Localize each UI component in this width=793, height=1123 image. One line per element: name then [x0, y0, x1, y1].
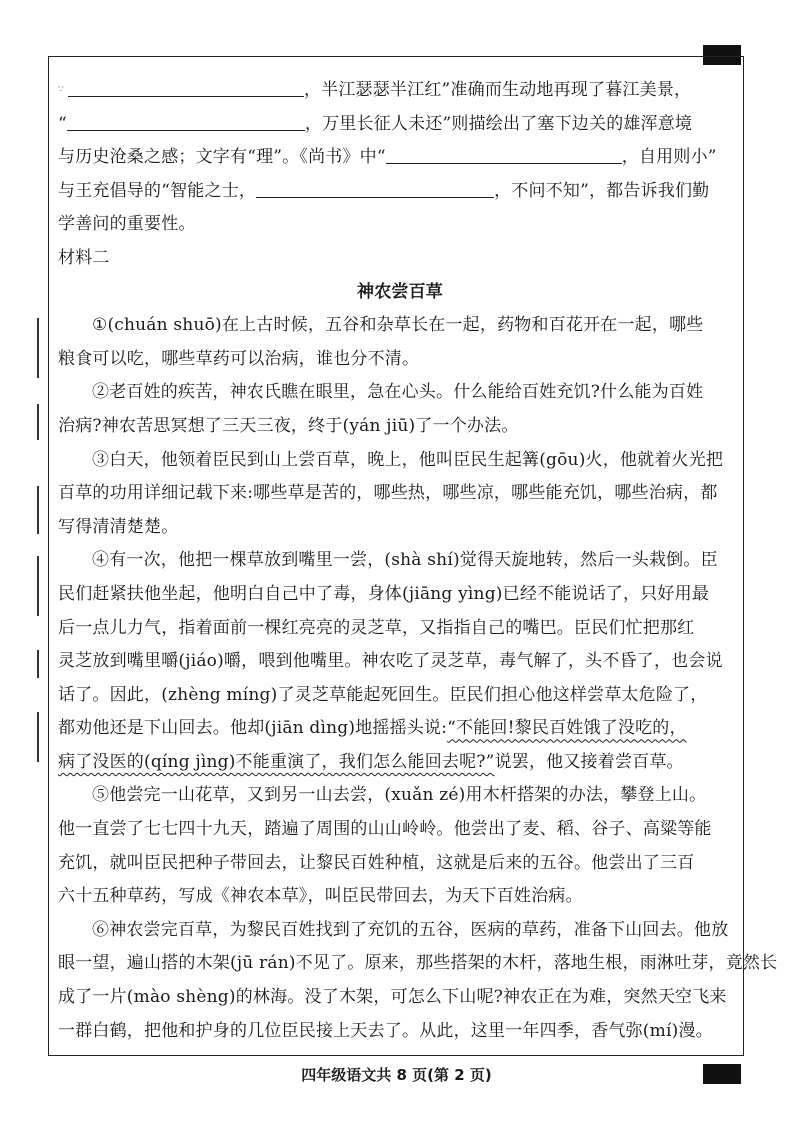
quote-mark: “ — [58, 113, 67, 134]
passage-line: 一群白鹤，把他和护身的几位臣民接上天去了。从此，这里一年四季，香气弥(mí)漫。 — [58, 1020, 713, 1041]
section-label: 材料二 — [58, 247, 110, 268]
fill-blank-line-4 — [58, 175, 742, 209]
passage-line: 眼一望，遍山搭的木架(jū rán)不见了。原来，那些搭架的木杆，落地生根，雨淋吐芽，竟然长 — [58, 953, 778, 974]
passage-line: ⑥神农尝完百草，为黎民百姓找到了充饥的五谷，医病的草药，准备下山回去。他放 — [92, 919, 729, 940]
answer-blank[interactable] — [67, 112, 305, 131]
passage-line: ⑤他尝完一山花草，又到另一山去尝，(xuǎn zé)用木杆搭架的办法，攀登上山。 — [92, 785, 707, 806]
corner-marker-bottom — [703, 1064, 741, 1084]
margin-mark — [37, 556, 39, 616]
margin-mark — [37, 486, 39, 534]
answer-blank[interactable] — [68, 78, 304, 97]
passage-line: ②老百姓的疾苦，神农氏瞧在眼里，急在心头。什么能给百姓充饥?什么能为百姓 — [92, 382, 704, 403]
margin-mark — [37, 650, 39, 678]
line-text: ，半江瑟瑟半江红”准确而生动地再现了暮江美景， — [303, 80, 692, 100]
line-text: ，万里长征人未还”则描绘出了塞下边关的雄浑意境 — [304, 113, 693, 134]
answer-blank[interactable] — [386, 145, 622, 164]
passage-line — [58, 746, 742, 780]
passage-line: 粮食可以吃，哪些草药可以治病，谁也分不清。 — [58, 348, 420, 369]
line-text: ，自用则小” — [621, 147, 717, 168]
line-text: 说罢，他又接着尝百草。 — [494, 751, 684, 772]
margin-mark — [37, 712, 39, 762]
passage-line: 成了一片(mào shèng)的林海。没了木架，可怎么下山呢?神农正在为难，突然天空飞来 — [58, 987, 727, 1008]
line-text: ，不问不知”，都告诉我们勤 — [494, 180, 710, 201]
passage-line: ①(chuán shuō)在上古时候，五谷和杂草长在一起，药物和百花开在一起，哪些 — [92, 315, 704, 336]
line-text: 与历史沧桑之感；文字有“理”。《尚书》中“ — [58, 147, 386, 168]
passage-line: 写得清清楚楚。 — [58, 516, 179, 537]
material1-closing: 学善问的重要性。 — [58, 214, 196, 235]
passage-line: 治病?神农苦思冥想了三天三夜，终于(yán jiū)了一个办法。 — [58, 415, 519, 436]
page-content — [58, 74, 778, 1048]
line-text: 与王充倡导的“智能之士， — [58, 180, 257, 201]
passage-line: 六十五种草药，写成《神农本草》，叫臣民带回去，为天下百姓治病。 — [58, 886, 583, 907]
margin-mark — [37, 404, 39, 440]
tick-mark: ∵ — [58, 85, 64, 95]
fill-blank-line-2 — [58, 108, 742, 142]
wavy-underlined-quote: 病了没医的(qíng jìng)不能重演了，我们怎么能回去呢?” — [58, 751, 495, 772]
passage-title: 神农尝百草 — [357, 281, 443, 302]
passage-line: 话了。因此，(zhèng míng)了灵芝草能起死回生。臣民们担心他这样尝草太危险了， — [58, 684, 708, 705]
passage-line: 民们赶紧扶他坐起，他明白自己中了毒，身体(jiāng yìng)已经不能说话了，只好用最 — [58, 583, 710, 604]
page-footer: 四年级语文共 8 页(第 2 页) — [301, 1066, 492, 1084]
passage-line: ④有一次，他把一棵草放到嘴里一尝，(shà shí)觉得天旋地转，然后一头栽倒。臣 — [92, 550, 718, 571]
passage-line: 充饥，就叫臣民把种子带回去，让黎民百姓种植，这就是后来的五谷。他尝出了三百 — [58, 852, 695, 873]
passage-line — [58, 712, 742, 746]
fill-blank-line-1 — [58, 74, 742, 108]
margin-mark — [37, 318, 39, 378]
passage-line: 百草的功用详细记载下来:哪些草是苦的，哪些热，哪些凉，哪些能充饥，哪些治病，都 — [58, 483, 718, 504]
answer-blank[interactable] — [256, 179, 494, 198]
line-text: 都劝他还是下山回去。他却(jiān dìng)地摇摇头说: — [58, 718, 448, 739]
passage-line: 后一点儿力气，指着面前一棵红亮亮的灵芝草，又指指自己的嘴巴。臣民们忙把那红 — [58, 617, 695, 638]
passage-line: 灵芝放到嘴里嚼(jiáo)嚼，喂到他嘴里。神农吃了灵芝草，毒气解了，头不昏了，也会说 — [58, 651, 723, 672]
passage-line: 他一直尝了七七四十九天，踏遍了周围的山山岭岭。他尝出了麦、稻、谷子、高粱等能 — [58, 819, 712, 840]
passage-line: ③白天，他领着臣民到山上尝百草，晚上，他叫臣民生起篝(gōu)火，他就着火光把 — [92, 449, 724, 470]
fill-blank-line-3 — [58, 141, 742, 175]
wavy-underlined-quote: “不能回!黎民百姓饿了没吃的， — [447, 718, 687, 739]
